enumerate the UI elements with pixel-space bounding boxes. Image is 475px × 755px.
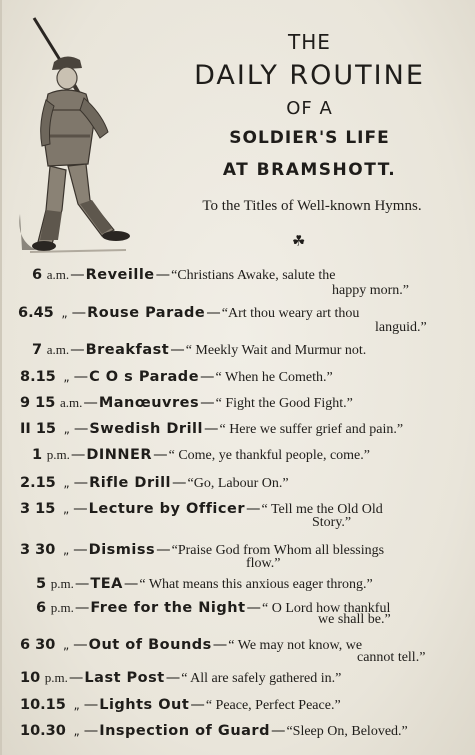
entry-event: Rouse Parade <box>87 305 206 321</box>
entry-event: Reveille <box>85 267 155 283</box>
title-soldiers-life: SOLDIER'S LIFE <box>229 128 390 148</box>
entry-hymn: “ All are safely gathered in.” <box>181 671 342 686</box>
soldier-illustration <box>16 14 140 258</box>
entry-hymn: “ Peace, Perfect Peace.” <box>205 698 341 713</box>
entry-unit: „ <box>62 543 70 557</box>
entry-hymn: “ We may not know, we <box>228 638 363 653</box>
entry-time: 7 <box>32 342 43 358</box>
entry-unit: p.m. <box>50 600 74 615</box>
title-of-a: OF A <box>286 98 333 119</box>
routine-entry: 10 p.m.—Last Post—“ All are safely gathered in.” <box>20 670 342 686</box>
entry-unit: p.m. <box>44 670 68 685</box>
title-the: THE <box>288 30 331 54</box>
entry-time: 6 <box>32 267 43 283</box>
entry-hymn: “Art thou weary art thou <box>221 306 360 321</box>
routine-entry: 6 p.m.—Free for the Night—“ O Lord how thankful <box>36 600 391 616</box>
routine-entry: 3 15 „ —Lecture by Officer—“ Tell me the Old Old <box>20 501 383 517</box>
entry-time: 10.30 <box>20 723 66 739</box>
entry-unit: „ <box>62 638 70 652</box>
entry-hymn-cont: flow.” <box>246 556 281 571</box>
entry-hymn: “ What means this anxious eager throng.” <box>139 577 373 592</box>
entry-hymn: “ When he Cometh.” <box>215 370 333 385</box>
entry-event: Dismiss <box>88 542 156 558</box>
entry-time: 5 <box>36 576 47 592</box>
entry-time: 6 30 <box>20 637 56 653</box>
entry-hymn: “ Here we suffer grief and pain.” <box>219 422 404 437</box>
entry-unit: „ <box>63 370 70 384</box>
routine-entry: 5 p.m.—TEA—“ What means this anxious eager throng.” <box>36 576 373 592</box>
routine-entry: 6 30 „ —Out of Bounds—“ We may not know, we <box>20 637 363 653</box>
entry-time: 2.15 <box>20 475 56 491</box>
entry-event: Swedish Drill <box>89 421 203 437</box>
entry-hymn-cont: happy morn.” <box>332 283 409 298</box>
entry-hymn: “ Meekly Wait and Murmur not. <box>185 343 367 358</box>
entry-hymn-cont: languid.” <box>375 320 427 335</box>
entry-hymn: “Go, Labour On.” <box>187 476 289 491</box>
entry-unit: „ <box>73 698 80 712</box>
entry-hymn: “Christians Awake, salute the <box>171 268 336 283</box>
entry-event: C O s Parade <box>89 369 200 385</box>
entry-event: Breakfast <box>85 342 170 358</box>
entry-unit: „ <box>63 422 70 436</box>
entry-unit: a.m. <box>46 267 70 282</box>
entry-event: TEA <box>90 576 123 592</box>
entry-hymn: “Sleep On, Beloved.” <box>286 724 408 739</box>
entry-event: Manœuvres <box>98 395 200 411</box>
clover-ornament-icon: ☘ <box>292 232 306 250</box>
entry-time: 8.15 <box>20 369 56 385</box>
routine-entry: 6.45 „ —Rouse Parade—“Art thou weary art thou <box>18 305 360 321</box>
entry-time: II 15 <box>20 421 57 437</box>
entry-unit: a.m. <box>46 342 70 357</box>
entry-unit: „ <box>61 306 68 320</box>
routine-entry: 3 30 „ —Dismiss—“Praise God from Whom all blessings <box>20 542 385 558</box>
entry-hymn: “ Fight the Good Fight.” <box>215 396 353 411</box>
title-daily-routine: DAILY ROUTINE <box>194 60 425 91</box>
entry-hymn: “ Tell me the Old Old <box>261 502 383 517</box>
entry-unit: p.m. <box>46 447 70 462</box>
title-location: AT BRAMSHOTT. <box>222 160 397 180</box>
routine-entry: 9 15 a.m.—Manœuvres—“ Fight the Good Fight.” <box>20 395 353 411</box>
entry-time: 10 <box>20 670 41 686</box>
routine-entry: 8.15 „ —C O s Parade—“ When he Cometh.” <box>20 369 333 385</box>
entry-event: Last Post <box>84 670 165 686</box>
entry-time: 1 <box>32 447 43 463</box>
entry-unit: „ <box>73 724 80 738</box>
entry-hymn: “ Come, ye thankful people, come.” <box>168 448 370 463</box>
entry-time: 6.45 <box>18 305 54 321</box>
entry-hymn: “ O Lord how thankful <box>262 601 391 616</box>
entry-hymn-cont: cannot tell.” <box>357 650 426 665</box>
routine-entry: 1 p.m.—DINNER—“ Come, ye thankful people, come.” <box>32 447 370 463</box>
entry-event: DINNER <box>86 447 153 463</box>
entry-hymn-cont: we shall be.” <box>318 612 391 627</box>
entry-hymn: “Praise God from Whom all blessings <box>171 543 385 558</box>
entry-time: 10.15 <box>20 697 66 713</box>
entry-event: Free for the Night <box>90 600 246 616</box>
entry-unit: p.m. <box>50 576 74 591</box>
entry-time: 6 <box>36 600 47 616</box>
entry-event: Rifle Drill <box>89 475 172 491</box>
subtitle: To the Titles of Well-known Hymns. <box>202 198 422 214</box>
entry-unit: „ <box>62 502 70 516</box>
entry-event: Lights Out <box>99 697 190 713</box>
entry-time: 3 30 <box>20 542 56 558</box>
routine-entry: 2.15 „ —Rifle Drill—“Go, Labour On.” <box>20 475 289 491</box>
routine-entry: 10.15 „ —Lights Out—“ Peace, Perfect Peace.” <box>20 697 341 713</box>
routine-entry: II 15 „ —Swedish Drill—“ Here we suffer grief and pain.” <box>20 421 404 437</box>
routine-entry: 6 a.m.—Reveille—“Christians Awake, salute the <box>32 267 336 283</box>
entry-event: Inspection of Guard <box>99 723 270 739</box>
entry-unit: „ <box>63 476 70 490</box>
entry-event: Lecture by Officer <box>88 501 245 517</box>
entry-hymn-cont: Story.” <box>312 515 352 530</box>
routine-entry: 10.30 „ —Inspection of Guard—“Sleep On, Beloved.” <box>20 723 408 739</box>
entry-time: 3 15 <box>20 501 56 517</box>
entry-unit: a.m. <box>59 395 83 410</box>
routine-entry: 7 a.m.—Breakfast—“ Meekly Wait and Murmur not. <box>32 342 367 358</box>
entry-event: Out of Bounds <box>88 637 212 653</box>
entry-time: 9 15 <box>20 395 56 411</box>
